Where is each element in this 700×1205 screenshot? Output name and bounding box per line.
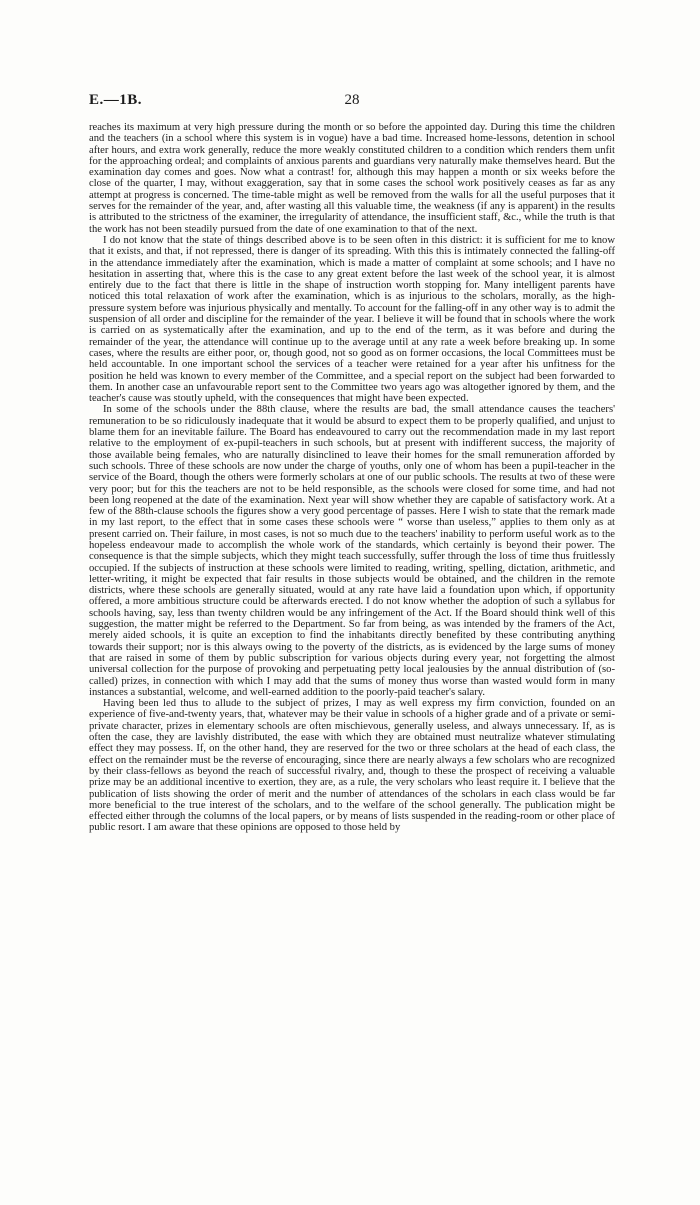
document-reference: E.—1B. — [89, 92, 143, 108]
page-number: 28 — [344, 92, 360, 108]
paragraph: In some of the schools under the 88th clause, where the results are bad, the small attendance causes the teachers' remuneration to be so ridiculously inadequate that it would be absurd to expect them to be properly qualified, and unjust to blame them for an inevitable failure. The Board has endeavoured to carry out the recommendation made in my last report relative to the employment of ex-pupil-teachers in such schools, but at present with indifferent success, the majority of those available being females, who are naturally disinclined to leave their homes for the small remuneration afforded by such schools. Three of these schools are now under the charge of youths, only one of whom has been a pupil-teacher in the service of the Board, though the others were formerly scholars at one of our public schools. The results at two of these were very poor; but for this the teachers are not to be held responsible, as the schools were closed for some time, and had not been long reopened at the date of the examination. Next year will show whether they are capable of satisfactory work. At a few of the 88th-clause schools the figures show a very good percentage of passes. Here I wish to state that the remark made in my last report, to the effect that in some cases these schools were “ worse than useless,” applies to them only as at present carried on. Their failure, in most cases, is not so much due to the teachers' inability to perform useful work as to the hopeless endeavour made to accomplish the whole work of the standards, which certainly is beyond their power. The consequence is that the simple subjects, which they might teach successfully, suffer through the loss of time thus fruitlessly occupied. If the subjects of instruction at these schools were limited to reading, writing, spelling, dictation, arithmetic, and letter-writing, it might be expected that fair results in those subjects would be obtained, and the children in the remote districts, where these schools are generally situated, would at any rate have laid a foundation upon which, if opportunity offered, a more ambitious structure could be afterwards erected. I do not know whether the adoption of such a syllabus for schools having, say, less than twenty children would be any infringement of the Act. If the Board should think well of this suggestion, the matter might be referred to the Department. So far from being, as was intended by the framers of the Act, merely aided schools, it is quite an exception to find the inhabitants directly benefited by these contributing anything towards their support; nor is this always owing to the poverty of the districts, as is evidenced by the large sums of money that are raised in some of them by public subscription for various objects during every year, not forgetting the almost universal collection for the purpose of provoking and perpetuating petty local jealousies by the annual distribution of (so-called) prizes, in connection with which I may add that the sums of money thus worse than wasted would form in many instances a substantial, welcome, and well-earned addition to the poorly-paid teacher's salary. — [89, 404, 615, 698]
paragraph: Having been led thus to allude to the subject of prizes, I may as well express my firm conviction, founded on an experience of five-and-twenty years, that, whatever may be their value in schools of a higher grade and of a private or semi-private character, prizes in elementary schools are often mischievous, generally useless, and always unnecessary. If, as is often the case, they are lavishly distributed, the ease with which they are obtained must neutralize whatever stimulating effect they may possess. If, on the other hand, they are reserved for the two or three scholars at the head of each class, the effect on the remainder must be the reverse of encouraging, since there are nearly always a few scholars who are recognized by their class-fellows as beyond the reach of successful rivalry, and, though to these the prospect of receiving a valuable prize may be an additional incentive to exertion, they are, as a rule, the very scholars who least require it. I believe that the publication of lists showing the order of merit and the number of attendances of the scholars in each class would be far more beneficial to the true interest of the scholars, and to the welfare of the school generally. The publication might be effected either through the columns of the local papers, or by means of lists suspended in the reading-room or other place of public resort. I am aware that these opinions are opposed to those held by — [89, 698, 616, 834]
paragraph-continued: reaches its maximum at very high pressure during the month or so before the appointed day. During this time the children and the teachers (in a school where this system is in vogue) have a bad time. Increased home-lessons, detention in school after hours, and extra work generally, reduce the more weakly constituted children to a condition which renders them unfit for the approaching ordeal; and complaints of anxious parents and guardians very naturally make themselves heard. But the examination day comes and goes. Now what a contrast! for, although this may happen a month or six weeks before the close of the quarter, I may, without exaggeration, say that in some cases the school work positively ceases as far as any attempt at progress is concerned. The time-table might as well be removed from the walls for all the useful purposes that it serves for the remainder of the year, and, after wasting all this valuable time, the weakness (if any is apparent) in the results is attributed to the strictness of the examiner, the irregularity of attendance, the insufficient staff, &c., while the truth is that the work has not been steadily pursued from the date of one examination to that of the next. — [89, 122, 615, 235]
paragraph: I do not know that the state of things described above is to be seen often in this district: it is sufficient for me to know that it exists, and that, if not repressed, there is danger of its spreading. With this this is intimately connected the falling-off in the attendance immediately after the examination, which is made a matter of complaint at some schools; and I have no hesitation in asserting that, where this is the case to any great extent before the last week of the school year, it is almost entirely due to the fact that there is little in the shape of instruction worth stopping for. Many intelligent parents have noticed this total relaxation of work after the examination, which is as injurious to the scholars, morally, as the high-pressure system before was injurious physically and mentally. To account for the falling-off in any other way is to admit the suspension of all order and discipline for the remainder of the year. I believe it will be found that in schools where the work is carried on as systematically after the examination, and up to the end of the term, as it was before and during the remainder of the year, the attendance will continue up to the average until at any rate a week before breaking up. In some cases, where the results are either poor, or, though good, not so good as on former occasions, the local Committees must be held accountable. In one important school the services of a teacher were retained for a year after his unfitness for the position he held was known to every member of the Committee, and a special report on the subject had been forwarded to them. In another case an unfavourable report sent to the Committee two years ago was altogether ignored by them, and the teacher's cause was stoutly upheld, with the consequences that might have been expected. — [89, 234, 615, 405]
body-text — [89, 122, 615, 834]
page-header — [89, 92, 615, 112]
